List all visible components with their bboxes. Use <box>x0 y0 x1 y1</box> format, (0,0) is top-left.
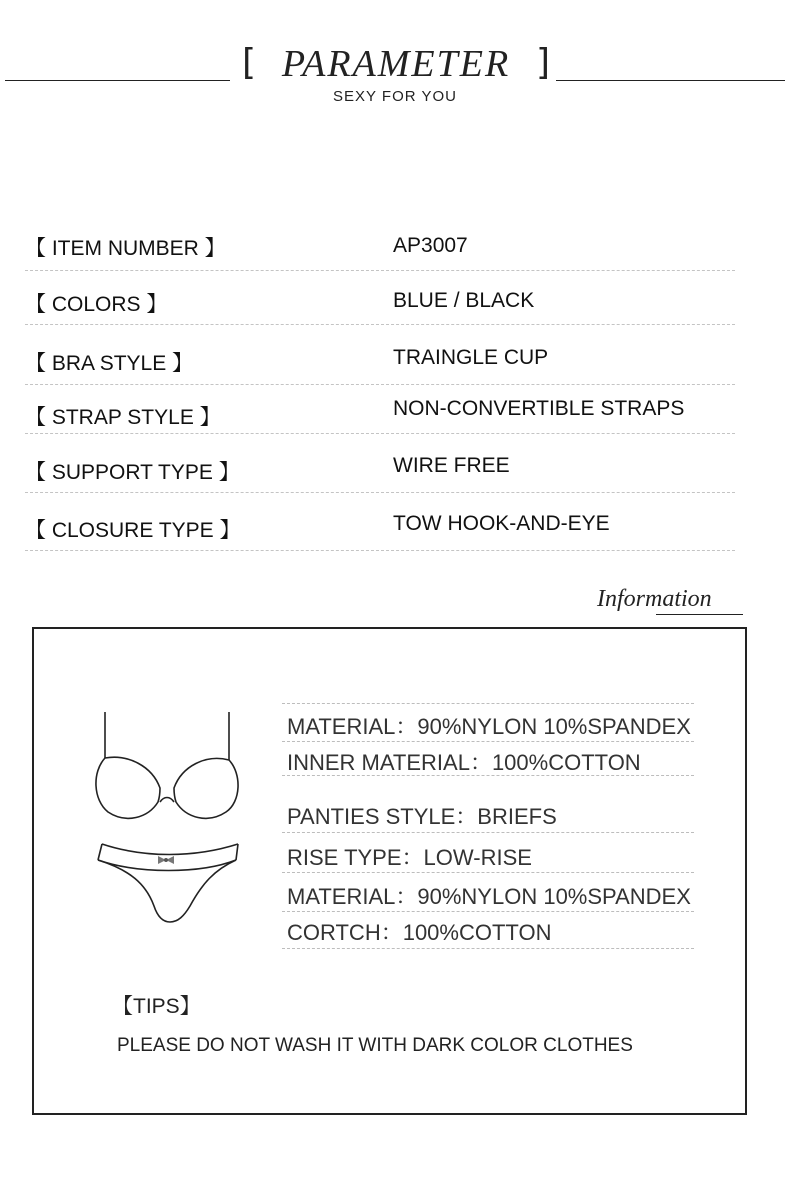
spec-panties-style: PANTIES STYLE：BRIEFS <box>287 804 557 829</box>
page-subtitle: SEXY FOR YOU <box>333 88 457 105</box>
page-title-block <box>240 40 552 90</box>
header-rule-right <box>556 80 785 81</box>
spec-divider <box>282 775 694 776</box>
tips-label: 【TIPS】 <box>112 995 201 1018</box>
param-value: AP3007 <box>393 234 468 257</box>
spec-crotch: CORTCH：100%COTTON <box>287 920 552 945</box>
param-row-colors <box>25 284 735 325</box>
param-value: NON-CONVERTIBLE STRAPS <box>393 397 685 420</box>
param-label: 【 ITEM NUMBER 】 <box>25 237 226 260</box>
param-label: 【 STRAP STYLE 】 <box>25 406 221 429</box>
param-value: TOW HOOK-AND-EYE <box>393 512 610 535</box>
title-bracket-close: ] <box>535 42 550 83</box>
panties-outline-icon <box>94 840 244 926</box>
header-rule-left <box>5 80 230 81</box>
param-row-item-number <box>25 230 735 271</box>
param-row-bra-style <box>25 344 735 385</box>
title-bracket-open: [ <box>242 42 257 83</box>
spec-bra-material: MATERIAL：90%NYLON 10%SPANDEX <box>287 714 691 739</box>
tips-text: PLEASE DO NOT WASH IT WITH DARK COLOR CLOTHES <box>117 1035 633 1056</box>
param-row-support-type <box>25 452 735 493</box>
param-label: 【 BRA STYLE 】 <box>25 352 194 375</box>
param-label: 【 SUPPORT TYPE 】 <box>25 461 240 484</box>
spec-divider <box>282 741 694 742</box>
spec-rise-type: RISE TYPE：LOW-RISE <box>287 845 532 870</box>
bra-outline-icon <box>90 708 246 828</box>
param-label: 【 COLORS 】 <box>25 293 168 316</box>
param-value: WIRE FREE <box>393 454 510 477</box>
spec-divider <box>282 872 694 873</box>
spec-divider <box>282 703 694 704</box>
spec-inner-material: INNER MATERIAL：100%COTTON <box>287 750 641 775</box>
param-label: 【 CLOSURE TYPE 】 <box>25 519 241 542</box>
spec-divider <box>282 832 694 833</box>
page-title: PARAMETER <box>281 43 511 85</box>
spec-panty-material: MATERIAL：90%NYLON 10%SPANDEX <box>287 884 691 909</box>
spec-divider <box>282 948 694 949</box>
information-underline <box>656 614 743 615</box>
param-value: TRAINGLE CUP <box>393 346 549 369</box>
param-row-strap-style <box>25 393 735 434</box>
param-value: BLUE / BLACK <box>393 289 535 312</box>
spec-divider <box>282 911 694 912</box>
information-heading: Information <box>597 586 712 612</box>
param-row-closure-type <box>25 510 735 551</box>
